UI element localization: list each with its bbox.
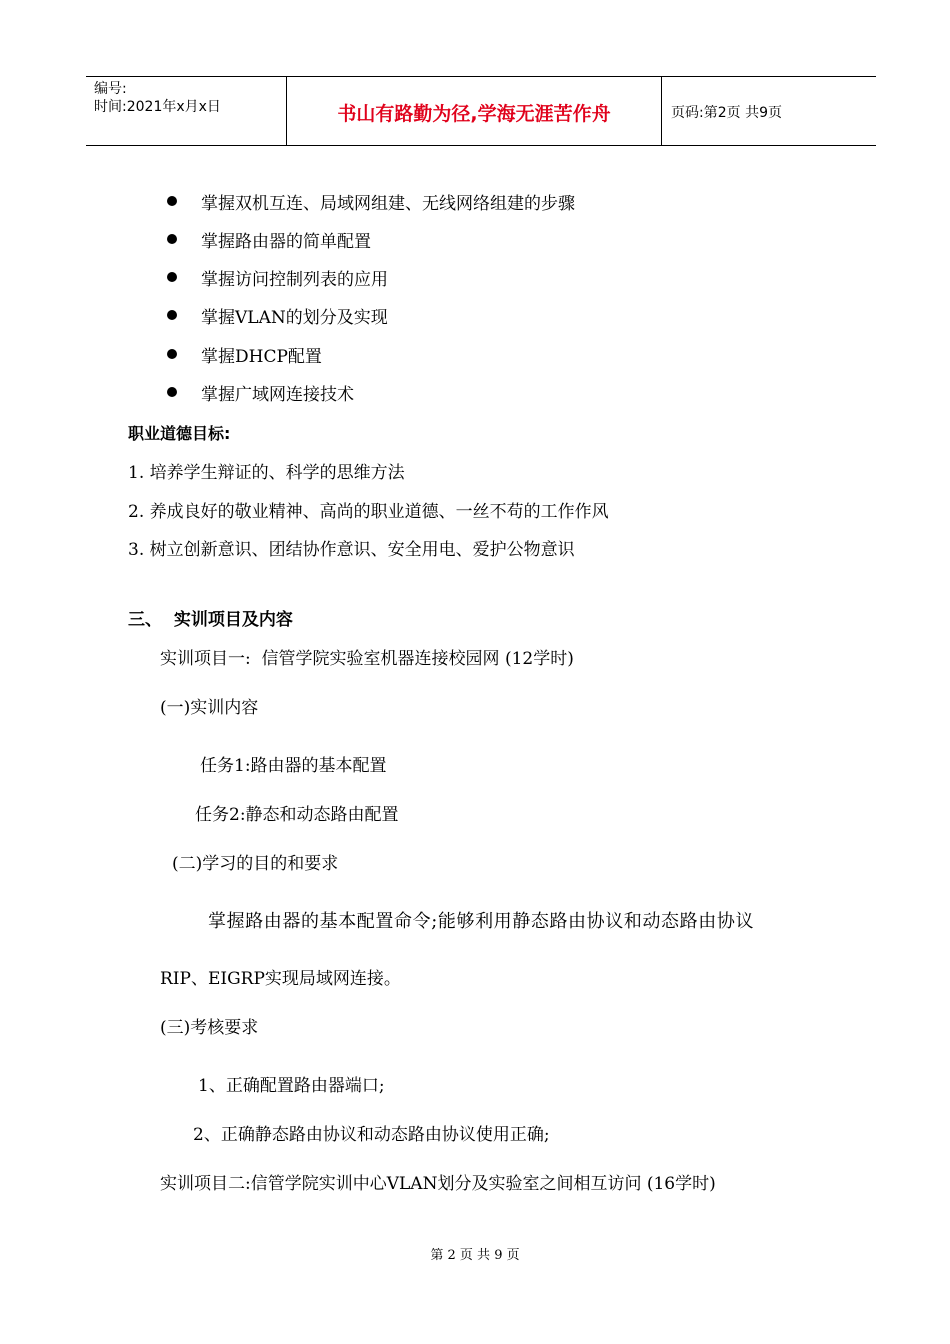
task-item: 任务1:路由器的基本配置 xyxy=(200,756,387,776)
subsection-title: (一)实训内容 xyxy=(160,698,259,718)
section-title: 三、 实训项目及内容 xyxy=(128,610,293,630)
list-item: 掌握访问控制列表的应用 xyxy=(201,270,388,290)
header-page-info: 页码:第2页 共9页 xyxy=(671,105,782,121)
header-time: 时间:2021年x月x日 xyxy=(94,99,221,115)
bullet-icon xyxy=(167,310,177,320)
assess-item: 1、正确配置路由器端口; xyxy=(198,1076,385,1096)
list-item: 掌握DHCP配置 xyxy=(201,347,322,367)
bullet-icon xyxy=(167,196,177,206)
header-meta xyxy=(94,80,221,116)
bullet-icon xyxy=(167,349,177,359)
list-item: 掌握VLAN的划分及实现 xyxy=(201,308,388,328)
ethics-item: 2. 养成良好的敬业精神、高尚的职业道德、一丝不苟的工作作风 xyxy=(128,502,609,522)
paragraph-line: RIP、EIGRP实现局域网连接。 xyxy=(160,969,401,989)
page-footer: 第 2 页 共 9 页 xyxy=(430,1248,520,1263)
list-item: 掌握双机互连、局域网组建、无线网络组建的步骤 xyxy=(201,194,575,214)
subsection-title: (二)学习的目的和要求 xyxy=(172,854,339,874)
list-item: 掌握路由器的简单配置 xyxy=(201,232,371,252)
bullet-icon xyxy=(167,234,177,244)
ethics-item: 1. 培养学生辩证的、科学的思维方法 xyxy=(128,463,405,483)
header-divider xyxy=(661,77,662,145)
project-title: 实训项目二:信管学院实训中心VLAN划分及实验室之间相互访问 (16学时) xyxy=(160,1174,716,1194)
ethics-title: 职业道德目标: xyxy=(128,424,231,443)
paragraph-line: 掌握路由器的基本配置命令;能够利用静态路由协议和动态路由协议 xyxy=(208,911,755,932)
bullet-icon xyxy=(167,387,177,397)
header-motto: 书山有路勤为径,学海无涯苦作舟 xyxy=(337,103,611,125)
project-title: 实训项目一: 信管学院实验室机器连接校园网 (12学时) xyxy=(160,649,574,669)
ethics-item: 3. 树立创新意识、团结协作意识、安全用电、爱护公物意识 xyxy=(128,540,575,560)
list-item: 掌握广域网连接技术 xyxy=(201,385,354,405)
subsection-title: (三)考核要求 xyxy=(160,1018,259,1038)
assess-item: 2、正确静态路由协议和动态路由协议使用正确; xyxy=(193,1125,550,1145)
header-number: 编号: xyxy=(94,81,127,97)
task-item: 任务2:静态和动态路由配置 xyxy=(195,805,399,825)
bullet-icon xyxy=(167,272,177,282)
page-header xyxy=(86,76,876,146)
